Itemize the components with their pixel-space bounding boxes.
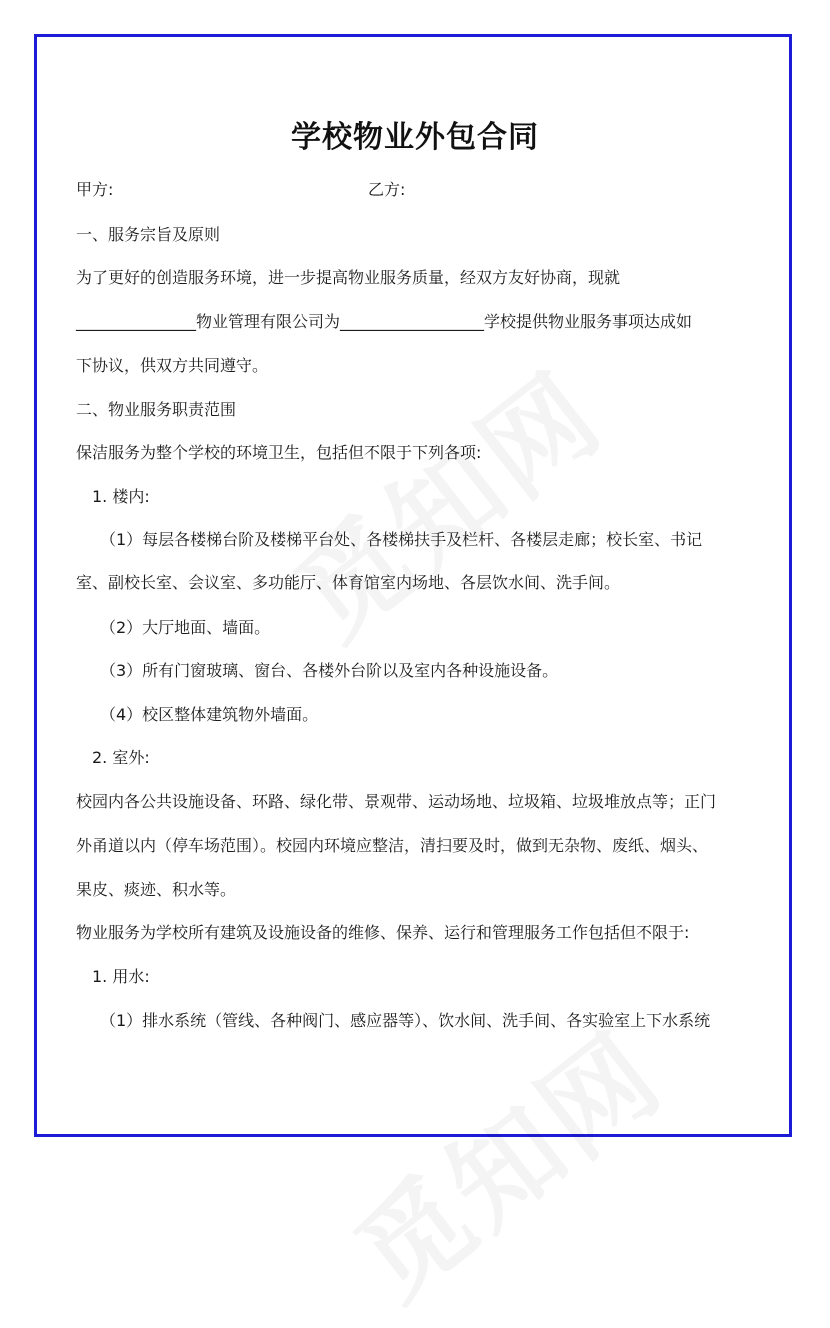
cleaning-intro: 保洁服务为整个学校的环境卫生，包括但不限于下列各项:: [76, 443, 482, 462]
section1-heading: 一、服务宗旨及原则: [76, 225, 221, 244]
indoor-item-4: （4）校区整体建筑物外墙面。: [100, 705, 319, 724]
school-text: 学校提供物业服务事项达成如: [484, 312, 693, 331]
document-title: 学校物业外包合同: [291, 120, 539, 155]
indoor-item-1-line1: （1）每层各楼梯台阶及楼梯平台处、各楼梯扶手及栏杆、各楼层走廊；校长室、书记: [100, 530, 703, 549]
indoor-item-3: （3）所有门窗玻璃、窗台、各楼外台阶以及室内各种设施设备。: [100, 661, 559, 680]
indoor-item-2: （2）大厅地面、墙面。: [100, 618, 271, 637]
water-item-1: （1）排水系统（管线、各种阀门、感应器等）、饮水间、洗手间、各实验室上下水系统: [100, 1011, 711, 1030]
section1-paragraph-line2: [76, 312, 692, 332]
party-a-label: 甲方:: [76, 180, 114, 199]
outdoor-line1: 校园内各公共设施设备、环路、绿化带、景观带、运动场地、垃圾箱、垃圾堆放点等；正门: [76, 792, 717, 811]
company-blank[interactable]: _______________: [76, 312, 196, 331]
section1-paragraph-line3: 下协议，供双方共同遵守。: [76, 356, 269, 375]
outdoor-line2: 外甬道以内（停车场范围）。校园内环境应整洁，清扫要及时，做到无杂物、废纸、烟头、: [76, 836, 709, 855]
outdoor-label: 2. 室外:: [92, 748, 150, 767]
indoor-label: 1. 楼内:: [92, 487, 150, 506]
school-blank[interactable]: __________________: [340, 312, 485, 331]
water-label: 1. 用水:: [92, 967, 150, 986]
section1-paragraph-line1: 为了更好的创造服务环境，进一步提高物业服务质量，经双方友好协商，现就: [76, 268, 621, 287]
party-b-row: [368, 180, 405, 200]
outdoor-line3: 果皮、痰迹、积水等。: [76, 880, 237, 899]
party-b-label: 乙方:: [368, 180, 406, 199]
company-text: 物业管理有限公司为: [196, 312, 341, 331]
parties-row: [76, 180, 113, 200]
indoor-item-1-line2: 室、副校长室、会议室、多功能厅、体育馆室内场地、各层饮水间、洗手间。: [76, 573, 621, 592]
section2-heading: 二、物业服务职责范围: [76, 400, 237, 419]
maintenance-intro: 物业服务为学校所有建筑及设施设备的维修、保养、运行和管理服务工作包括但不限于:: [76, 923, 690, 942]
